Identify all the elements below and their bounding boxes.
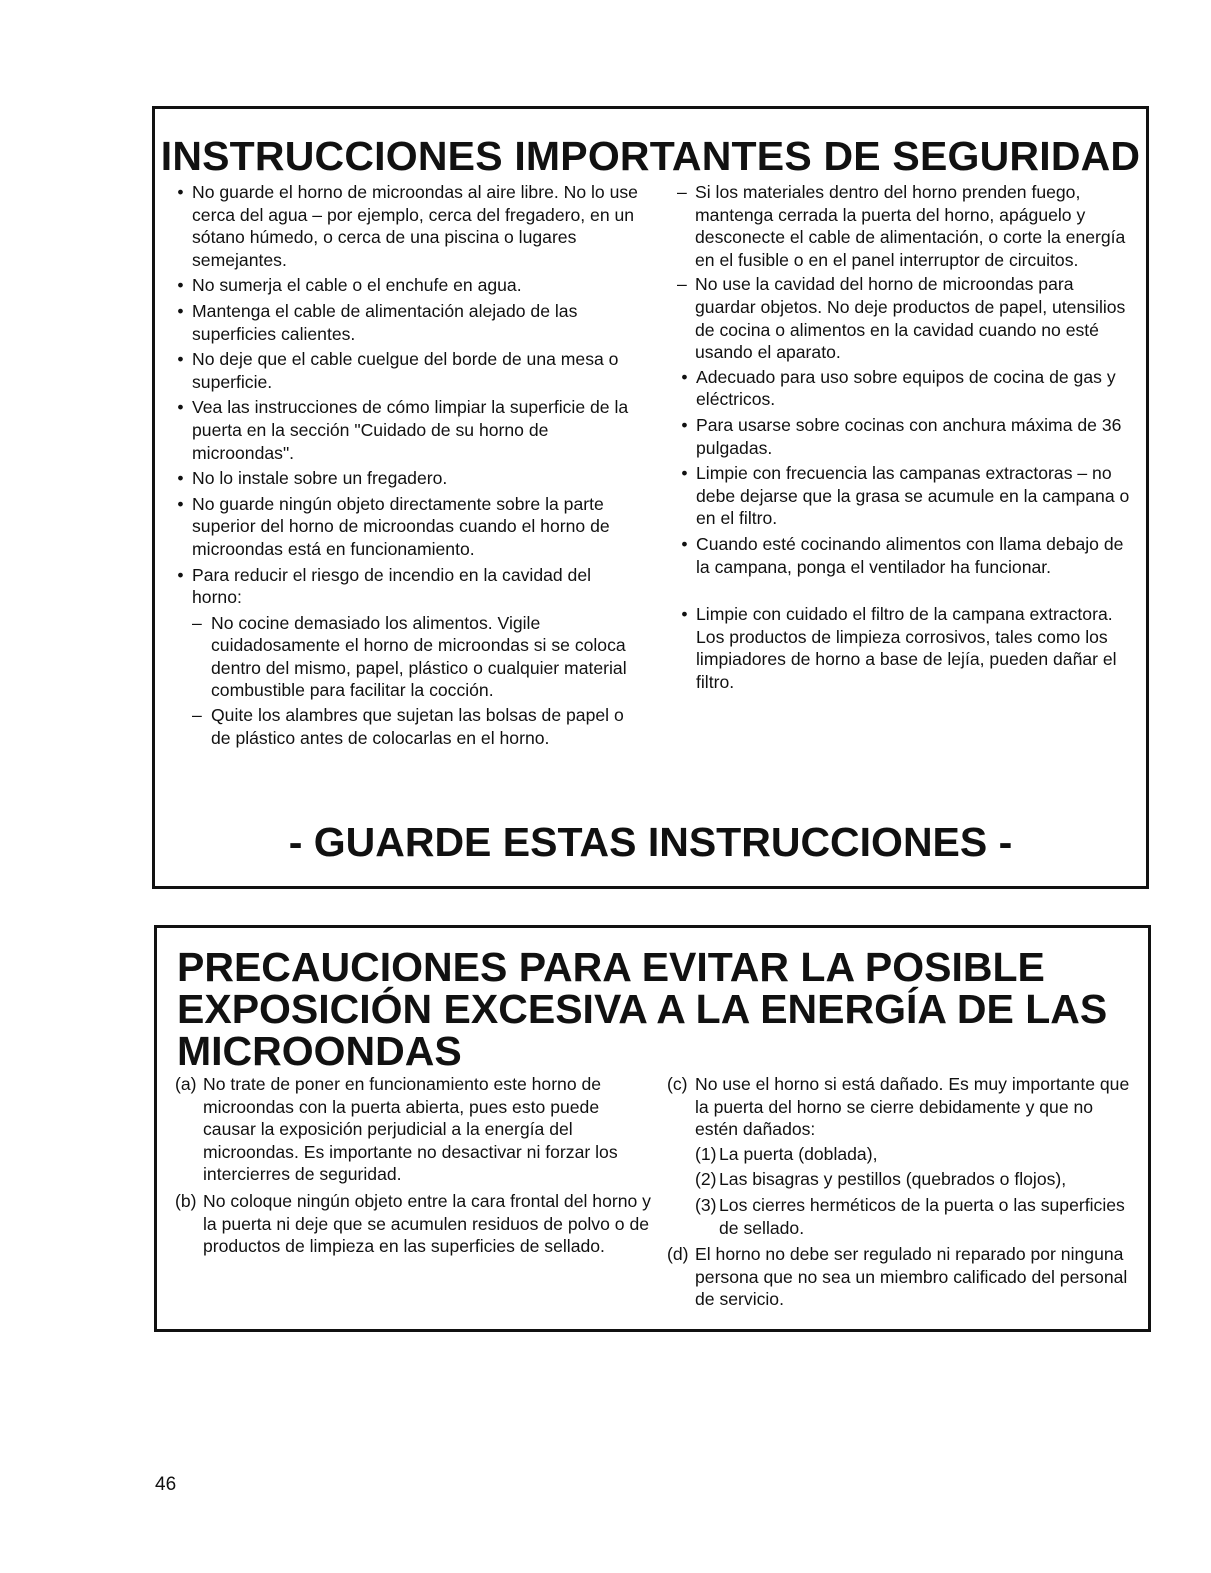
list-item xyxy=(173,396,643,464)
precaution-item xyxy=(175,1073,655,1186)
dash-icon: – xyxy=(677,182,687,202)
list-item-text: Limpie con cuidado el filtro de la campana extractora. Los productos de limpieza corrosivos, tales como los limpiadores de horno a base de lejía, pueden dañar el filtro. xyxy=(696,604,1117,692)
sub-item xyxy=(677,273,1137,363)
precautions-left-column xyxy=(175,1073,655,1262)
bullet-icon: • xyxy=(177,275,184,296)
safety-right-list xyxy=(677,366,1137,694)
list-item-text: Vea las instrucciones de cómo limpiar la superficie de la puerta en la sección "Cuidado de su horno de microondas". xyxy=(192,397,629,463)
precautions-box xyxy=(154,925,1151,1332)
dash-icon: – xyxy=(192,705,202,726)
list-item xyxy=(677,603,1137,693)
page-number: 46 xyxy=(155,1474,177,1495)
sub-item-text: No use la cavidad del horno de microondas para guardar objetos. No deje productos de papel, utensilios de cocina o alimentos en la cavidad cuando no esté usando el aparato. xyxy=(695,274,1126,363)
item-letter: (b) xyxy=(175,1190,197,1211)
bullet-icon: • xyxy=(177,300,184,321)
list-item xyxy=(677,462,1137,530)
safety-instructions-box xyxy=(152,106,1149,889)
list-item xyxy=(173,564,643,750)
safety-right-column xyxy=(677,181,1137,696)
bullet-icon: • xyxy=(177,182,184,202)
precautions-title-line: PRECAUCIONES PARA EVITAR LA POSIBLE xyxy=(177,944,1045,990)
save-instructions-footer: - GUARDE ESTAS INSTRUCCIONES - xyxy=(288,819,1013,865)
list-item xyxy=(173,300,643,345)
sub-item xyxy=(192,612,643,702)
safety-left-column xyxy=(173,181,643,752)
precautions-left-list xyxy=(175,1073,655,1258)
list-item xyxy=(173,493,643,561)
safety-left-list xyxy=(173,181,643,749)
list-item-text: Adecuado para uso sobre equipos de cocina de gas y eléctricos. xyxy=(696,366,1116,410)
bullet-icon: • xyxy=(681,366,688,387)
list-item xyxy=(677,414,1137,459)
sub-item-text: Si los materiales dentro del horno prenden fuego, mantenga cerrada la puerta del horno, apáguelo y desconecte el cable de alimentación, o corte la energía en el fusible o en el panel interruptor de circuitos. xyxy=(695,182,1126,270)
precaution-text: El horno no debe ser regulado ni reparado por ninguna persona que no sea un miembro calificado del personal de servicio. xyxy=(695,1244,1128,1310)
bullet-icon: • xyxy=(177,349,184,370)
list-item-text: Para reducir el riesgo de incendio en la cavidad del horno: xyxy=(192,564,592,608)
list-item xyxy=(677,366,1137,411)
sub-item-number: (2) xyxy=(695,1169,717,1190)
list-item-text: Mantenga el cable de alimentación alejado de las superficies calientes. xyxy=(192,300,578,344)
precaution-text: No coloque ningún objeto entre la cara frontal del horno y la puerta ni deje que se acumulen residuos de polvo o de productos de limpieza en las superficies de sellado. xyxy=(203,1190,651,1257)
bullet-icon: • xyxy=(681,604,688,625)
sub-item xyxy=(695,1168,1137,1191)
list-item xyxy=(173,348,643,393)
precaution-text: No use el horno si está dañado. Es muy importante que la puerta del horno se cierre debidamente y que no estén dañados: xyxy=(695,1074,1130,1140)
precaution-item xyxy=(667,1073,1137,1239)
list-item-text: No sumerja el cable o el enchufe en agua. xyxy=(192,275,522,296)
damage-sublist xyxy=(695,1143,1137,1239)
bullet-icon: • xyxy=(681,414,688,435)
sub-item-number: (3) xyxy=(695,1194,717,1215)
sub-item-text: Los cierres herméticos de la puerta o las superficies de sellado. xyxy=(719,1194,1125,1238)
list-item-text: No lo instale sobre un fregadero. xyxy=(192,468,448,489)
precautions-right-column xyxy=(667,1073,1137,1315)
item-letter: (a) xyxy=(175,1074,197,1094)
item-letter: (d) xyxy=(667,1244,689,1265)
precautions-title xyxy=(177,946,1127,1072)
fire-risk-sublist xyxy=(192,612,643,750)
list-item xyxy=(677,533,1137,578)
item-letter: (c) xyxy=(667,1074,688,1094)
precautions-right-list xyxy=(667,1073,1137,1311)
dash-icon: – xyxy=(677,274,687,295)
safety-title: INSTRUCCIONES IMPORTANTES DE SEGURIDAD xyxy=(160,133,1141,179)
dash-icon: – xyxy=(192,612,202,633)
precaution-item xyxy=(667,1243,1137,1311)
sub-item-text: La puerta (doblada), xyxy=(719,1143,878,1164)
list-item-text: No guarde ningún objeto directamente sobre la parte superior del horno de microondas cuando el horno de microondas está en funcionamiento. xyxy=(192,493,610,559)
sub-item-text: Las bisagras y pestillos (quebrados o flojos), xyxy=(719,1169,1067,1190)
bullet-icon: • xyxy=(681,533,688,554)
sub-item-number: (1) xyxy=(695,1143,717,1164)
precautions-title-line: EXPOSICIÓN EXCESIVA A LA ENERGÍA DE LAS xyxy=(177,986,1108,1032)
sub-item-text: Quite los alambres que sujetan las bolsas de papel o de plástico antes de colocarlas en el horno. xyxy=(211,705,624,748)
list-item-text: No guarde el horno de microondas al aire libre. No lo use cerca del agua – por ejemplo, cerca del fregadero, en un sótano húmedo, o cerca de una piscina o lugares semejantes. xyxy=(192,182,638,270)
fire-risk-sublist-continued xyxy=(677,181,1137,364)
list-item xyxy=(173,181,643,271)
precautions-title-line: MICROONDAS xyxy=(177,1028,462,1074)
precaution-item xyxy=(175,1190,655,1258)
bullet-icon: • xyxy=(177,397,184,418)
bullet-icon: • xyxy=(681,463,688,484)
sub-item xyxy=(695,1143,1137,1166)
precaution-text: No trate de poner en funcionamiento este horno de microondas con la puerta abierta, pues esto puede causar la exposición perjudicial a la energía del microondas. Es importante no desactivar ni forzar los intercierres de seguridad. xyxy=(203,1074,618,1185)
sub-item xyxy=(677,181,1137,271)
bullet-icon: • xyxy=(177,564,184,585)
sub-item-text: No cocine demasiado los alimentos. Vigile cuidadosamente el horno de microondas si se coloca dentro del mismo, papel, plástico o cualquier material combustible para facilitar la cocción. xyxy=(211,612,627,701)
list-item-text: Para usarse sobre cocinas con anchura máxima de 36 pulgadas. xyxy=(696,414,1122,458)
list-item xyxy=(173,467,643,490)
sub-item xyxy=(695,1194,1137,1239)
bullet-icon: • xyxy=(177,493,184,514)
list-item-text: No deje que el cable cuelgue del borde de una mesa o superficie. xyxy=(192,349,619,392)
sub-item xyxy=(192,704,643,749)
bullet-icon: • xyxy=(177,468,184,489)
list-item xyxy=(173,274,643,297)
list-item-text: Limpie con frecuencia las campanas extractoras – no debe dejarse que la grasa se acumule en la campana o en el filtro. xyxy=(696,463,1130,529)
list-item-text: Cuando esté cocinando alimentos con llama debajo de la campana, ponga el ventilador ha funcionar. xyxy=(696,533,1124,577)
